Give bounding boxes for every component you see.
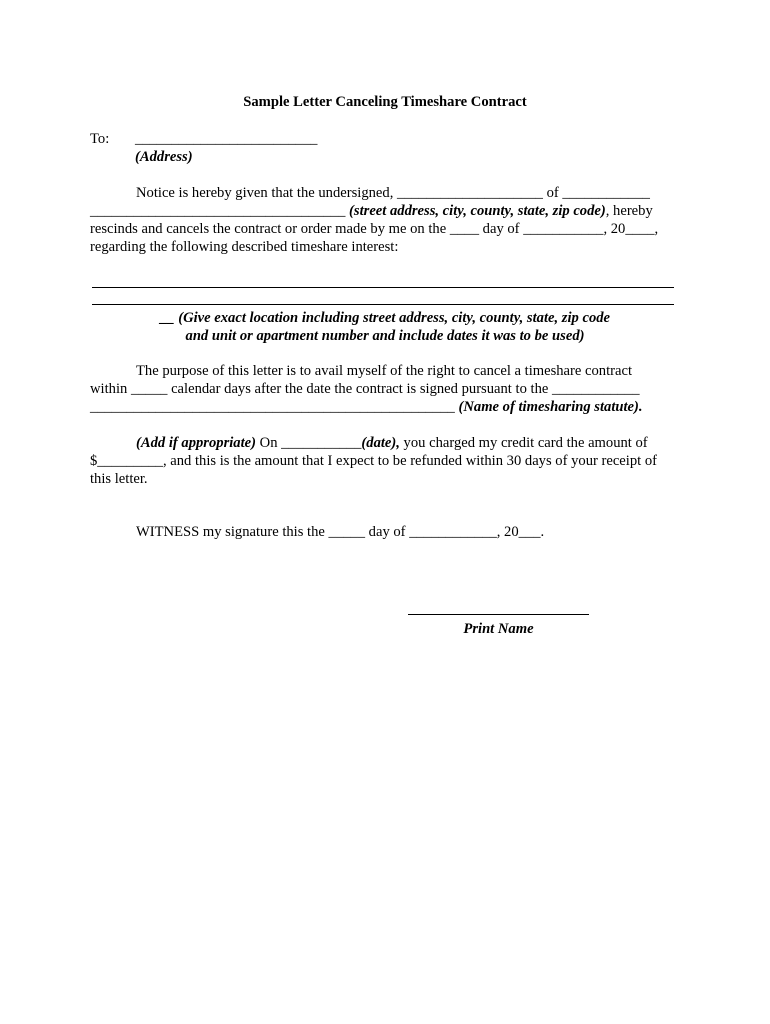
notice-line-2-tail: , hereby xyxy=(605,203,653,219)
to-address-blank: _________________________ xyxy=(135,131,318,147)
purpose-line-2: within _____ calendar days after the date the contract is signed pursuant to the ____________ xyxy=(90,381,640,397)
description-rule-1 xyxy=(92,287,674,288)
notice-line-2-blank: ___________________________________ xyxy=(90,203,350,219)
purpose-line-1: The purpose of this letter is to avail myself of the right to cancel a timeshare contract xyxy=(136,363,633,379)
charge-line-2: $_________, and this is the amount that I expect to be refunded within 30 days of your receipt of xyxy=(90,453,657,469)
location-line-2: and unit or apartment number and include dates it was to be used) xyxy=(185,328,585,344)
print-name-label: Print Name xyxy=(463,621,534,637)
address-label: (Address) xyxy=(135,149,193,165)
document-title: Sample Letter Canceling Timeshare Contract xyxy=(243,94,527,110)
location-line-1: __ (Give exact location including street address, city, county, state, zip code xyxy=(159,310,611,326)
purpose-line-3-italic: (Name of timesharing statute). xyxy=(458,399,643,415)
charge-line-3: this letter. xyxy=(90,471,148,487)
witness-line: WITNESS my signature this the _____ day of ____________, 20___. xyxy=(136,524,545,540)
notice-line-2-italic: (street address, city, county, state, zip code) xyxy=(349,203,606,219)
notice-line-1: Notice is hereby given that the undersigned, ____________________ of ____________ xyxy=(136,185,650,201)
purpose-line-3-blank: __________________________________________________ xyxy=(90,399,459,415)
notice-line-3: rescinds and cancels the contract or order made by me on the ____ day of ___________, 20____, xyxy=(90,221,659,237)
charge-lead-italic: (Add if appropriate) xyxy=(136,435,256,451)
description-rule-2 xyxy=(92,304,674,305)
purpose-line-3 xyxy=(90,398,643,416)
notice-line-2 xyxy=(90,202,653,220)
charge-date-italic: (date), xyxy=(361,435,400,451)
charge-on-text: On ___________ xyxy=(256,435,362,451)
signature-line xyxy=(408,614,589,615)
notice-line-4: regarding the following described timeshare interest: xyxy=(90,239,399,255)
charge-line-1-tail: you charged my credit card the amount of xyxy=(399,435,648,451)
to-label: To: xyxy=(90,131,110,147)
charge-line-1 xyxy=(136,434,648,452)
